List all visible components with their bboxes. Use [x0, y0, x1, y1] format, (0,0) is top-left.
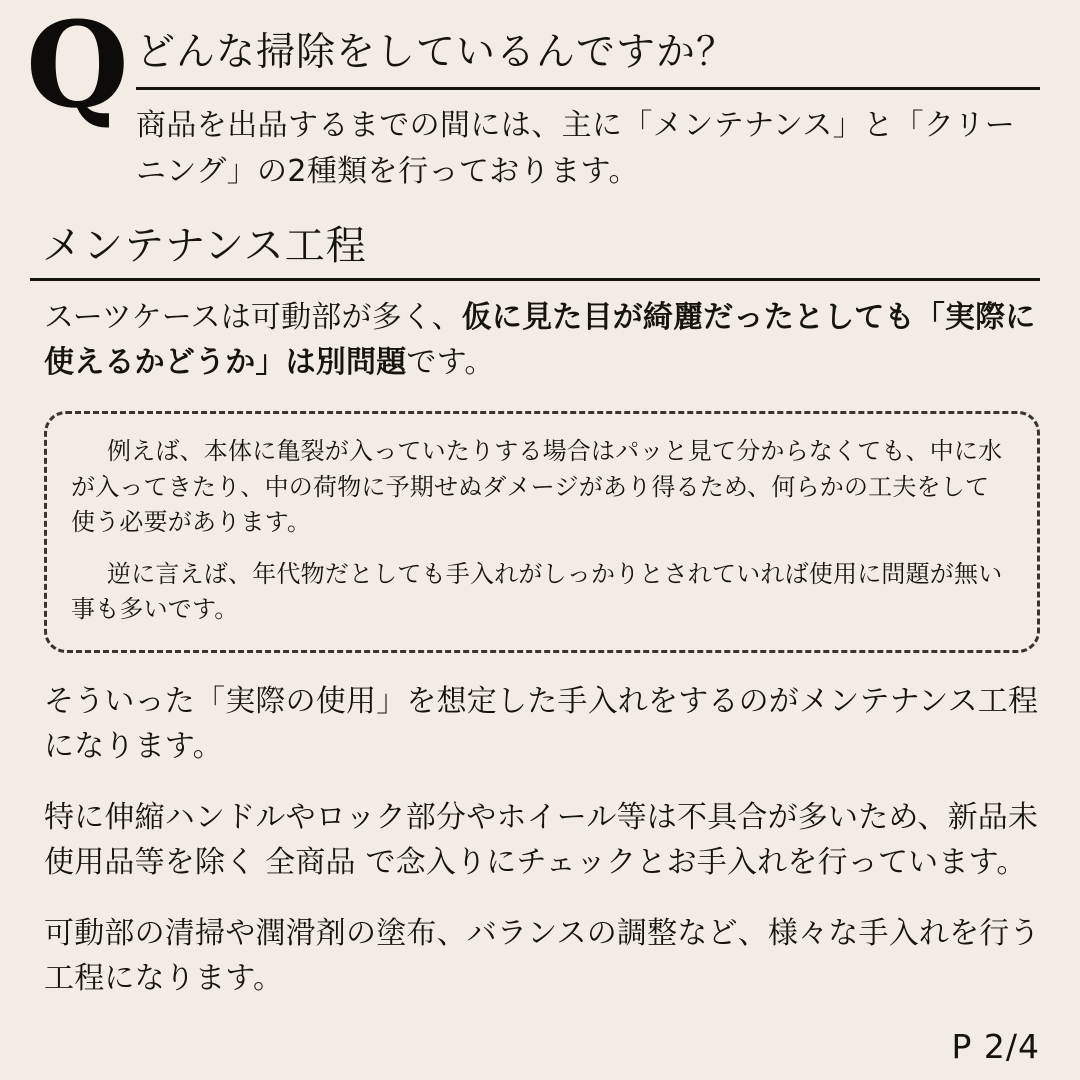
question-content — [136, 18, 1046, 194]
lead-text-plain-2: です。 — [406, 345, 495, 381]
lead-text-bold: 仮に見た目が綺麗だったとしても「実際に使えるかどうか」は別問題 — [44, 300, 1036, 381]
page-number: P 2/4 — [951, 1027, 1040, 1066]
note-box — [44, 411, 1040, 653]
body-paragraph-3: 可動部の清掃や潤滑剤の塗布、バランスの調整など、様々な手入れを行う工程になります。 — [44, 915, 1040, 996]
question-answer: 商品を出品するまでの間には、主に「メンテナンス」と「クリーニング」の2種類を行っております。 — [136, 108, 1016, 189]
section-heading: メンテナンス工程 — [30, 208, 1040, 281]
body-paragraph-1: そういった「実際の使用」を想定した手入れをするのがメンテナンス工程になります。 — [44, 683, 1039, 764]
lead-text-plain-1: スーツケースは可動部が多く、 — [44, 300, 462, 336]
note-paragraph-2: 逆に言えば、年代物だとしても手入れがしっかりとされていれば使用に問題が無い事も多いです。 — [71, 559, 1003, 624]
note-paragraph-1: 例えば、本体に亀裂が入っていたりする場合はパッと見て分からなくても、中に水が入ってきたり、中の荷物に予期せぬダメージがあり得るため、何らかの工夫をして使う必要があります。 — [71, 437, 1003, 537]
body-paragraph-2: 特に伸縮ハンドルやロック部分やホイール等は不具合が多いため、新品未使用品等を除く 全商品 で念入りにチェックとお手入れを行っています。 — [44, 799, 1039, 880]
question-block — [26, 0, 1046, 194]
question-mark-letter: Q — [26, 0, 129, 134]
section-lead — [30, 281, 1046, 385]
question-title: どんな掃除をしているんですか？ — [136, 30, 1040, 90]
